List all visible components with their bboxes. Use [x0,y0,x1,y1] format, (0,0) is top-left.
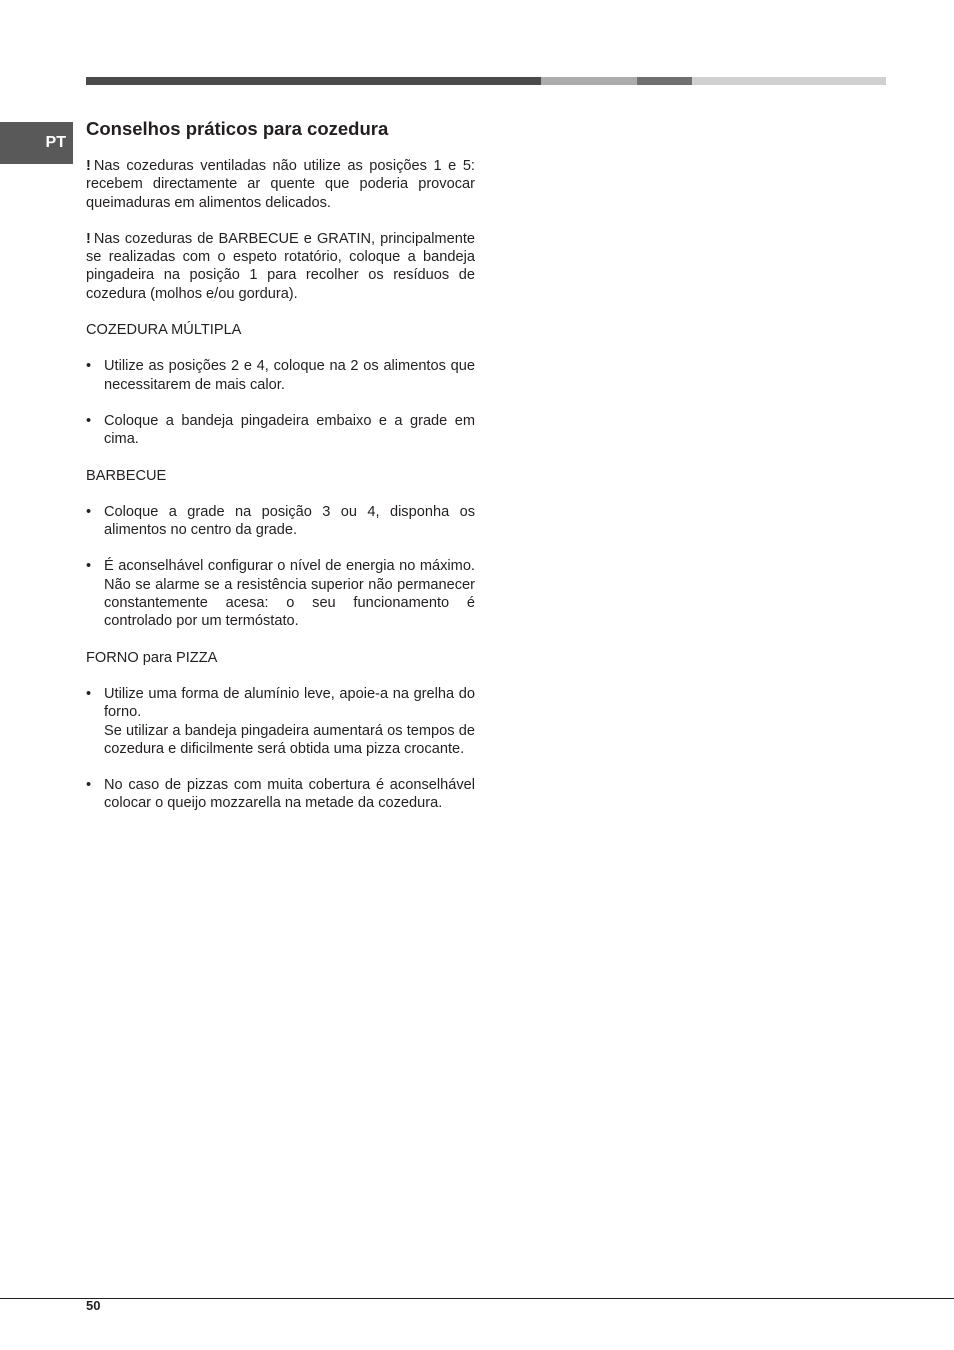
bullet-icon: • [86,412,92,429]
warning-text: Nas cozeduras ventiladas não utilize as posições 1 e 5: recebem directamente ar quente que poderia provocar queimaduras em alimentos delicados. [86,158,475,211]
list-item-text: No caso de pizzas com muita cobertura é aconselhável colocar o queijo mozzarella na metade da cozedura. [104,777,475,812]
bullet-icon: • [86,358,92,375]
bullet-list [86,503,475,631]
list-item [86,357,475,394]
main-content [86,118,475,831]
bullet-list [86,685,475,813]
list-item [86,685,475,758]
section-heading: FORNO para PIZZA [86,649,218,666]
warning-paragraph [86,230,475,303]
list-item-text: Coloque a bandeja pingadeira embaixo e a grade em cima. [104,412,475,448]
header-color-bar [86,77,886,85]
bullet-icon: • [86,558,92,575]
bullet-list [86,357,475,448]
list-item-text: Utilize as posições 2 e 4, coloque na 2 os alimentos que necessitarem de mais calor. [104,358,475,393]
bullet-icon: • [86,777,92,794]
page-title: Conselhos práticos para cozedura [86,118,389,139]
list-item-text: Se utilizar a bandeja pingadeira aumentará os tempos de cozedura e dificilmente será obtida uma pizza crocante. [104,722,475,757]
header-bar-segment [86,77,541,85]
language-tab: PT [0,122,73,164]
warning-paragraph [86,157,475,212]
list-item [86,776,475,813]
footer-rule [0,1298,954,1299]
header-bar-segment [541,77,637,85]
list-item-text: Utilize uma forma de alumínio leve, apoie-a na grelha do forno. [104,685,475,721]
list-item-text: Coloque a grade na posição 3 ou 4, disponha os alimentos no centro da grade. [104,503,475,539]
section-heading: COZEDURA MÚLTIPLA [86,322,242,339]
header-bar-segment [637,77,692,85]
list-item-text: É aconselhável configurar o nível de energia no máximo. Não se alarme se a resistência superior não permanecer constantemente acesa: o seu funcionamento é controlado por um termóstato. [104,558,475,630]
list-item [86,412,475,449]
page-number: 50 [86,1298,101,1313]
warning-icon: ! [86,230,91,247]
bullet-icon: • [86,503,92,520]
list-item [86,557,475,630]
list-item [86,503,475,540]
warning-icon: ! [86,158,91,174]
warning-text: Nas cozeduras de BARBECUE e GRATIN, principalmente se realizadas com o espeto rotatório, coloque a bandeja pingadeira na posição 1 para recolher os resíduos de cozedura (molhos e/ou gordura). [86,230,475,302]
bullet-icon: • [86,685,92,702]
section-heading: BARBECUE [86,467,167,484]
header-bar-segment [692,77,886,85]
